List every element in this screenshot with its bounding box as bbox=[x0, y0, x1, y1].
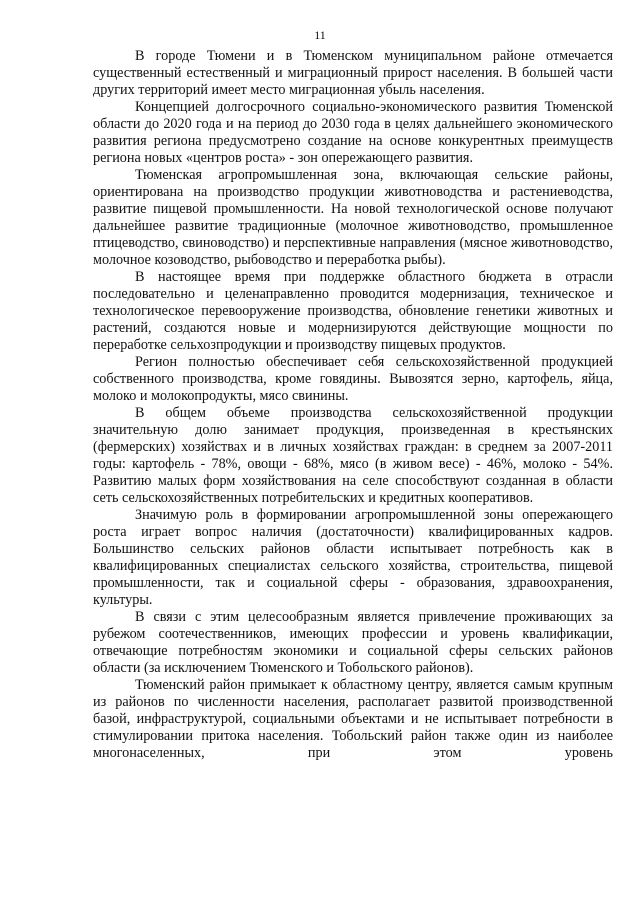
paragraph-8: В связи с этим целесообразным является привлечение проживающих за рубежом соотечественников, имеющих профессии и уровень квалификации, отвечающие потребностям экономики и социальной сферы сельских районов области (за исключением Тюменского и Тобольского районов). bbox=[93, 609, 613, 676]
paragraph-1: В городе Тюмени и в Тюменском муниципальном районе отмечается существенный естественный и миграционный прирост населения. В большей части других территорий имеет место миграционная убыль населения. bbox=[93, 48, 613, 98]
paragraph-4: В настоящее время при поддержке областного бюджета в отрасли последовательно и целенаправленно проводится модернизация, техническое и технологическое перевооружение производства, обновление генетики животных и растений, создаются новые и модернизируются действующие мощности по переработке сельхозпродукции и производству пищевых продуктов. bbox=[93, 269, 613, 353]
paragraph-6: В общем объеме производства сельскохозяйственной продукции значительную долю занимает продукция, произведенная в крестьянских (фермерских) хозяйствах и в личных хозяйствах граждан: в среднем за 2007-2011 годы: картофель - 78%, овощи - 68%, мясо (в живом весе) - 46%, молоко - 54%. Развитию малых форм хозяйствования на селе способствуют созданная в области сеть сельскохозяйственных потребительских и кредитных кооперативов. bbox=[93, 405, 613, 506]
paragraph-3: Тюменская агропромышленная зона, включающая сельские районы, ориентирована на производство продукции животноводства и растениеводства, развитие пищевой промышленности. На новой технологической основе получают дальнейшее развитие традиционные (молочное животноводство, промышленное птицеводство, свиноводство) и перспективные направления (мясное животноводство, молочное козоводство, рыбоводство и переработка рыбы). bbox=[93, 167, 613, 268]
paragraph-7: Значимую роль в формировании агропромышленной зоны опережающего роста играет вопрос наличия (достаточности) квалифицированных кадров. Большинство сельских районов области испытывает потребность как в квалифицированных специалистах сельского хозяйства, строительства, пищевой промышленности, так и социальной сферы - образования, здравоохранения, культуры. bbox=[93, 507, 613, 608]
paragraph-2: Концепцией долгосрочного социально-экономического развития Тюменской области до 2020 года и на период до 2030 года в целях дальнейшего экономического развития региона предусмотрено создание на основе конкурентных преимуществ региона новых «центров роста» - зон опережающего развития. bbox=[93, 99, 613, 166]
page-number: 11 bbox=[314, 28, 326, 42]
body-text bbox=[93, 48, 613, 762]
paragraph-5: Регион полностью обеспечивает себя сельскохозяйственной продукцией собственного производства, кроме говядины. Вывозятся зерно, картофель, яйца, молоко и молокопродукты, мясо свинины. bbox=[93, 354, 613, 404]
paragraph-9: Тюменский район примыкает к областному центру, является самым крупным из районов по численности населения, располагает развитой производственной базой, инфраструктурой, социальными объектами и не испытывает потребности в стимулировании притока населения. Тобольский район также один из наиболее многонаселенных, при этом уровень bbox=[93, 677, 613, 761]
